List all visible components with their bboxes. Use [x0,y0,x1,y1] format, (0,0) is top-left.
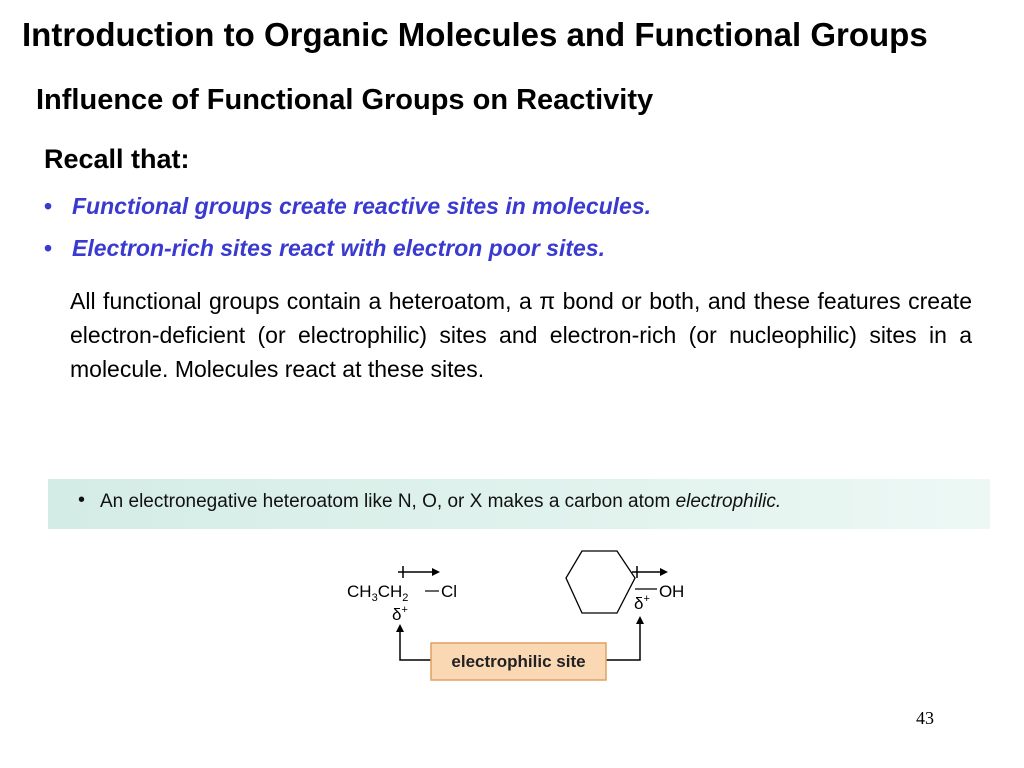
slide-title: Introduction to Organic Molecules and Functional Groups [22,16,928,53]
electrophilic-site-label: electrophilic site [451,652,586,671]
bullet-item [44,232,651,274]
bullet-dot-icon: • [44,193,53,219]
banner-text: An electronegative heteroatom like N, O, or X makes a carbon atom electrophilic. [100,491,782,512]
partial-charge-left: δ+ [392,604,408,624]
recall-heading: Recall that: [44,144,190,174]
cyclohexane-ring-icon [566,551,635,613]
slide-subtitle: Influence of Functional Groups on Reactivity [36,84,654,116]
dipole-arrow-left-icon [398,566,440,578]
oxygen-label: O [659,582,673,601]
body-paragraph: All functional groups contain a heteroatom, a π bond or both, and these features create electron-deficient (or electrophilic) sites and electron-rich (or nucleophilic) sites in a molecule. Molecules react at these sites. [70,288,972,382]
molecule-left-formula: $CH_3CH_2$ [347,582,409,604]
bullet-list [44,190,651,274]
arrow-up-left-icon [396,624,431,660]
page-number: 43 [916,708,934,728]
electrophilic-site-diagram [330,545,685,685]
bullet-text: Functional groups create reactive sites in molecules. [72,193,652,219]
bullet-text: Electron-rich sites react with electron poor sites. [72,235,605,261]
partial-charge-right: δ+ [634,593,650,613]
bullet-dot-icon: • [44,235,53,261]
banner-emphasis: electrophilic. [675,491,782,512]
arrow-up-right-icon [606,616,644,660]
banner-bullet-icon: • [78,489,86,511]
figure-banner [48,479,990,529]
dipole-arrow-right-icon [632,566,668,578]
bullet-item [44,190,651,232]
halogen-label: Cl [441,582,458,601]
hydrogen-label: H [672,582,685,601]
